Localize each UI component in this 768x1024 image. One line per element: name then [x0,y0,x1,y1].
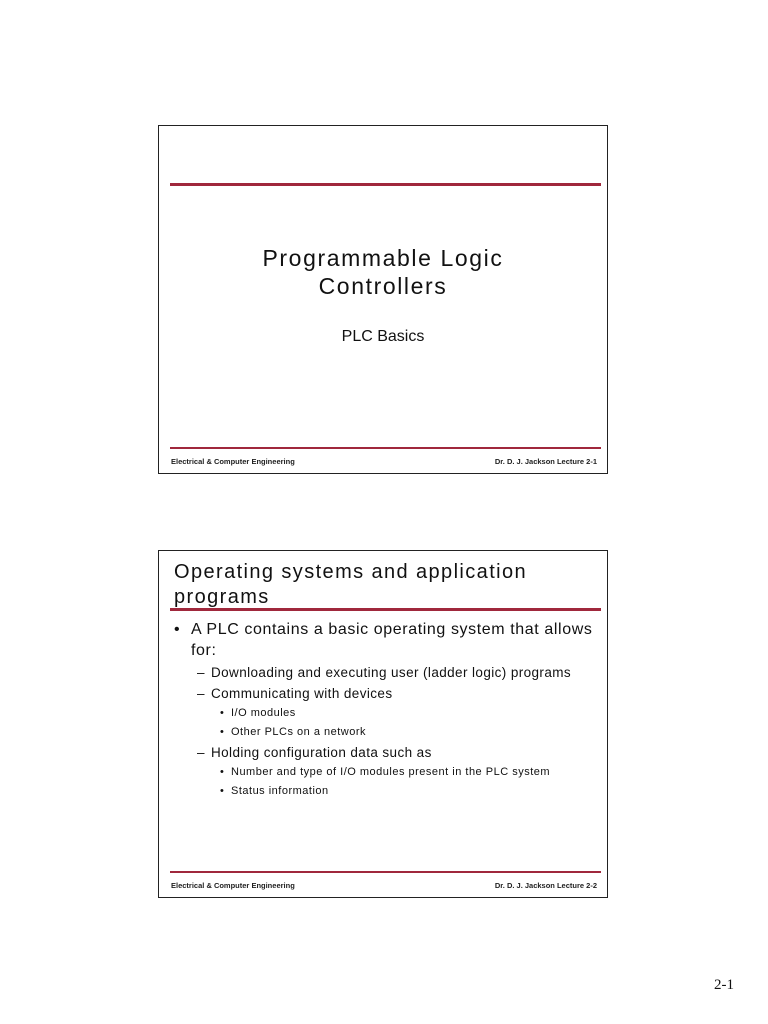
bullet-level-3: • Number and type of I/O modules present in the PLC system [159,765,607,779]
slide-2-title: Operating systems and application programs [174,561,528,608]
slide-1-title-line-1: Programmable Logic [262,245,504,271]
footer-rule [170,871,601,873]
bullet-level-3: • I/O modules [159,706,607,720]
bullet-level-2: – Downloading and executing user (ladder logic) programs [159,664,607,681]
bullet-level-2: – Communicating with devices [159,685,607,702]
page-number: 2-1 [714,977,734,993]
bullet-level-2: – Holding configuration data such as [159,744,607,761]
slide-1 [158,125,608,474]
slide-2-bullets [159,619,607,803]
slide-1-title [159,244,607,300]
slide-1-title-line-2: Controllers [318,273,448,299]
slide-2-footer-left: Electrical & Computer Engineering [171,881,295,890]
slide-2 [158,550,608,898]
slide-2-footer-right: Dr. D. J. Jackson Lecture 2-2 [494,881,597,890]
slide-1-footer-left: Electrical & Computer Engineering [171,457,295,466]
footer-rule [170,447,601,449]
title-rule [170,183,601,186]
slide-1-footer-right: Dr. D. J. Jackson Lecture 2-1 [494,457,597,466]
title-rule [170,608,601,611]
bullet-level-3: • Status information [159,784,607,798]
bullet-level-1: • A PLC contains a basic operating system that allows for: [159,619,607,661]
slide-1-subtitle: PLC Basics [341,328,425,345]
bullet-level-3: • Other PLCs on a network [159,725,607,739]
